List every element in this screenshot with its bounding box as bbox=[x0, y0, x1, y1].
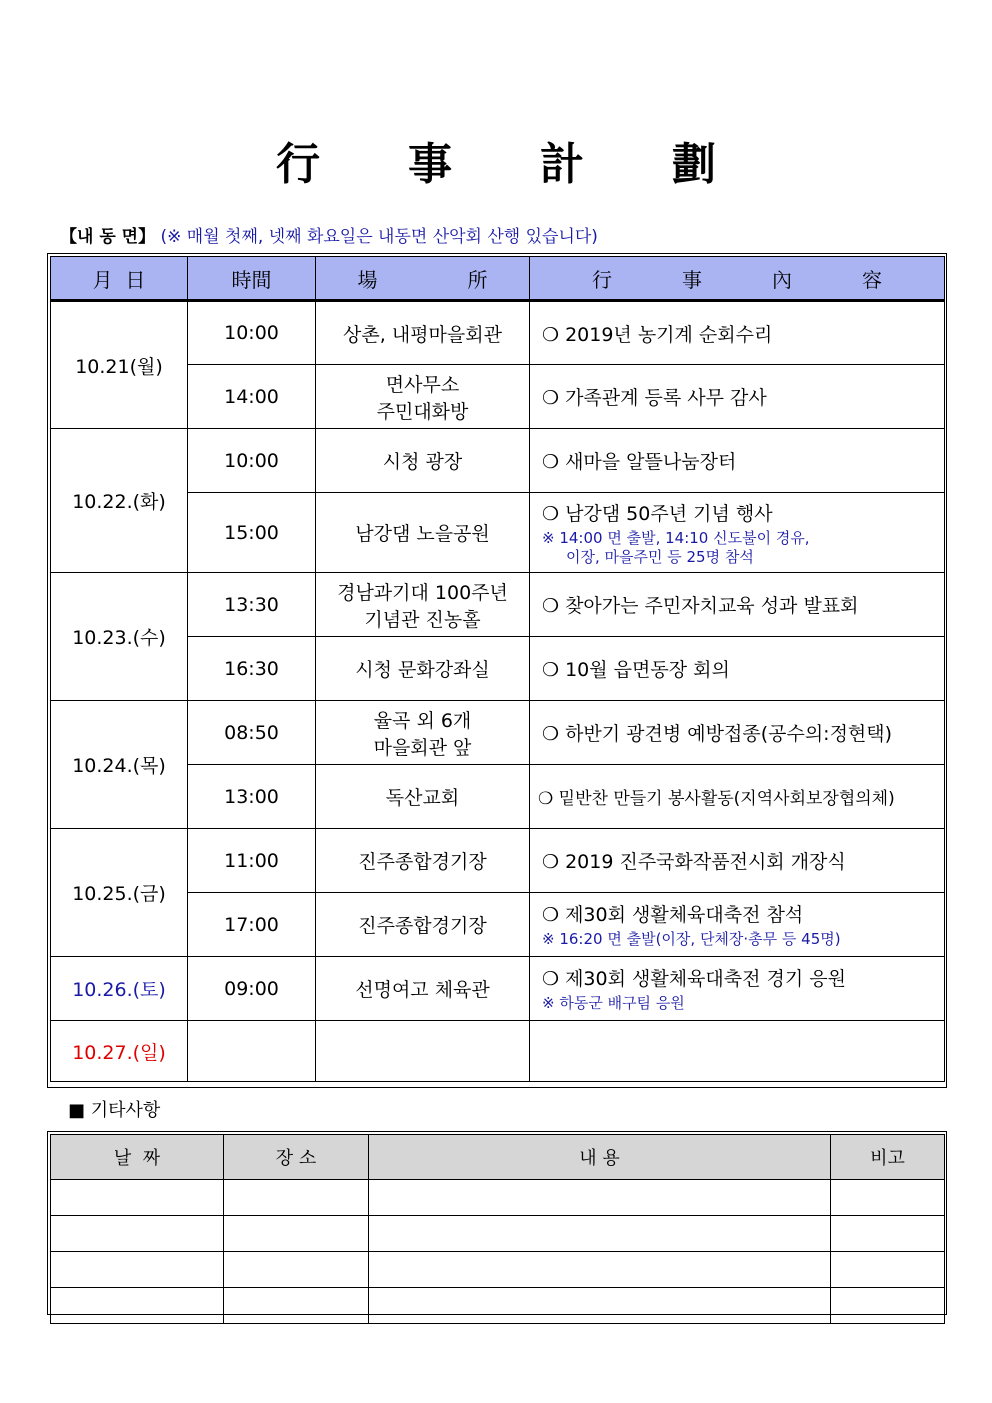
place-cell: 시청 문화강좌실 bbox=[316, 637, 530, 701]
time-cell: 14:00 bbox=[188, 365, 316, 429]
title-char: 行 bbox=[276, 139, 320, 190]
misc-cell bbox=[224, 1252, 369, 1288]
content-cell: ❍ 밑반찬 만들기 봉사활동(지역사회보장협의체) bbox=[530, 765, 945, 829]
time-cell: 13:30 bbox=[188, 573, 316, 637]
table-row bbox=[51, 1021, 945, 1082]
place-line: 경남과기대 100주년 bbox=[337, 581, 508, 604]
header-content-char: 行 bbox=[592, 267, 612, 292]
misc-cell bbox=[831, 1180, 945, 1216]
header-content-char: 容 bbox=[862, 267, 882, 292]
place-cell bbox=[316, 365, 530, 429]
content-note bbox=[542, 529, 944, 567]
content-cell: ❍ 찾아가는 주민자치교육 성과 발표회 bbox=[530, 573, 945, 637]
content-cell bbox=[530, 957, 945, 1021]
header-date-char: 日 bbox=[125, 267, 146, 292]
time-cell: 11:00 bbox=[188, 829, 316, 893]
schedule-table bbox=[50, 256, 945, 1082]
time-cell: 16:30 bbox=[188, 637, 316, 701]
table-row bbox=[51, 301, 945, 365]
content-cell: ❍ 2019년 농기계 순회수리 bbox=[530, 301, 945, 365]
content-text: ❍ 제30회 생활체육대축전 경기 응원 bbox=[542, 968, 846, 990]
time-cell bbox=[188, 1021, 316, 1082]
time-cell: 10:00 bbox=[188, 301, 316, 365]
misc-cell bbox=[224, 1216, 369, 1252]
header-date bbox=[51, 257, 188, 301]
place-cell: 진주종합경기장 bbox=[316, 893, 530, 957]
misc-cell bbox=[831, 1252, 945, 1288]
misc-cell bbox=[51, 1288, 224, 1324]
time-cell: 08:50 bbox=[188, 701, 316, 765]
page-title bbox=[0, 128, 992, 192]
place-line: 면사무소 bbox=[385, 373, 460, 396]
misc-cell bbox=[224, 1288, 369, 1324]
date-cell: 10.26.(토) bbox=[51, 957, 188, 1021]
place-cell: 상촌, 내평마을회관 bbox=[316, 301, 530, 365]
table-row bbox=[51, 829, 945, 893]
misc-header-row bbox=[51, 1135, 945, 1180]
content-text: ❍ 남강댐 50주년 기념 행사 bbox=[542, 502, 773, 525]
place-line: 주민대화방 bbox=[376, 400, 469, 423]
time-cell: 17:00 bbox=[188, 893, 316, 957]
table-row bbox=[51, 957, 945, 1021]
misc-cell bbox=[831, 1216, 945, 1252]
header-time: 時間 bbox=[188, 257, 316, 301]
misc-cell bbox=[369, 1216, 831, 1252]
schedule-header-row bbox=[51, 257, 945, 301]
date-cell: 10.25.(금) bbox=[51, 829, 188, 957]
header-place-char: 場 bbox=[357, 267, 378, 292]
department-subheading bbox=[60, 222, 598, 247]
table-row bbox=[51, 1216, 945, 1252]
table-row bbox=[51, 429, 945, 493]
misc-cell bbox=[831, 1288, 945, 1324]
misc-section-title: ■ 기타사항 bbox=[68, 1100, 161, 1121]
note-line: ※ 14:00 면 출발, 14:10 신도불이 경유, bbox=[542, 528, 810, 547]
content-cell bbox=[530, 493, 945, 573]
misc-header-content: 내 용 bbox=[369, 1135, 831, 1180]
content-cell: ❍ 새마을 알뜰나눔장터 bbox=[530, 429, 945, 493]
content-note: ※ 하동군 배구팀 응원 bbox=[542, 994, 685, 1012]
misc-cell bbox=[51, 1180, 224, 1216]
title-char: 計 bbox=[540, 139, 584, 190]
misc-cell bbox=[369, 1252, 831, 1288]
misc-cell bbox=[369, 1180, 831, 1216]
date-cell: 10.24.(목) bbox=[51, 701, 188, 829]
content-cell: ❍ 하반기 광견병 예방접종(공수의:정현택) bbox=[530, 701, 945, 765]
misc-header-place: 장 소 bbox=[224, 1135, 369, 1180]
place-cell bbox=[316, 1021, 530, 1082]
time-cell: 15:00 bbox=[188, 493, 316, 573]
time-cell: 09:00 bbox=[188, 957, 316, 1021]
table-row bbox=[51, 1180, 945, 1216]
misc-cell bbox=[369, 1288, 831, 1324]
misc-cell bbox=[51, 1252, 224, 1288]
date-cell: 10.21(월) bbox=[51, 301, 188, 429]
header-content bbox=[530, 257, 945, 301]
misc-cell bbox=[51, 1216, 224, 1252]
header-content-char: 事 bbox=[682, 267, 702, 292]
place-cell: 남강댐 노을공원 bbox=[316, 493, 530, 573]
header-place bbox=[316, 257, 530, 301]
table-row bbox=[51, 1252, 945, 1288]
department-note: (※ 매월 첫째, 넷째 화요일은 내동면 산악회 산행 있습니다) bbox=[160, 227, 598, 247]
title-char: 劃 bbox=[672, 139, 716, 190]
place-cell: 진주종합경기장 bbox=[316, 829, 530, 893]
place-cell bbox=[316, 701, 530, 765]
table-row bbox=[51, 701, 945, 765]
place-cell: 독산교회 bbox=[316, 765, 530, 829]
header-content-char: 內 bbox=[772, 267, 792, 292]
date-cell: 10.22.(화) bbox=[51, 429, 188, 573]
date-cell: 10.27.(일) bbox=[51, 1021, 188, 1082]
place-cell: 시청 광장 bbox=[316, 429, 530, 493]
time-cell: 10:00 bbox=[188, 429, 316, 493]
place-line: 율곡 외 6개 bbox=[373, 709, 472, 732]
content-cell bbox=[530, 1021, 945, 1082]
header-date-char: 月 bbox=[92, 267, 113, 292]
place-line: 기념관 진농홀 bbox=[364, 608, 481, 631]
content-cell: ❍ 10월 읍면동장 회의 bbox=[530, 637, 945, 701]
content-note: ※ 16:20 면 출발(이장, 단체장·총무 등 45명) bbox=[542, 930, 841, 948]
table-row bbox=[51, 573, 945, 637]
date-cell: 10.23.(수) bbox=[51, 573, 188, 701]
title-char: 事 bbox=[408, 139, 452, 190]
misc-table bbox=[50, 1134, 945, 1324]
misc-header-date: 날 짜 bbox=[51, 1135, 224, 1180]
content-text: ❍ 제30회 생활체육대축전 참석 bbox=[542, 904, 804, 926]
header-place-char: 所 bbox=[467, 267, 488, 292]
misc-cell bbox=[224, 1180, 369, 1216]
place-cell bbox=[316, 573, 530, 637]
content-cell: ❍ 2019 진주국화작품전시회 개장식 bbox=[530, 829, 945, 893]
place-line: 마을회관 앞 bbox=[373, 736, 472, 759]
note-line: 이장, 마을주민 등 25명 참석 bbox=[566, 547, 754, 566]
department-label: 【내 동 면】 bbox=[60, 227, 156, 247]
content-cell bbox=[530, 893, 945, 957]
misc-header-remarks: 비고 bbox=[831, 1135, 945, 1180]
place-cell: 선명여고 체육관 bbox=[316, 957, 530, 1021]
time-cell: 13:00 bbox=[188, 765, 316, 829]
table-row bbox=[51, 1288, 945, 1324]
content-cell: ❍ 가족관계 등록 사무 감사 bbox=[530, 365, 945, 429]
